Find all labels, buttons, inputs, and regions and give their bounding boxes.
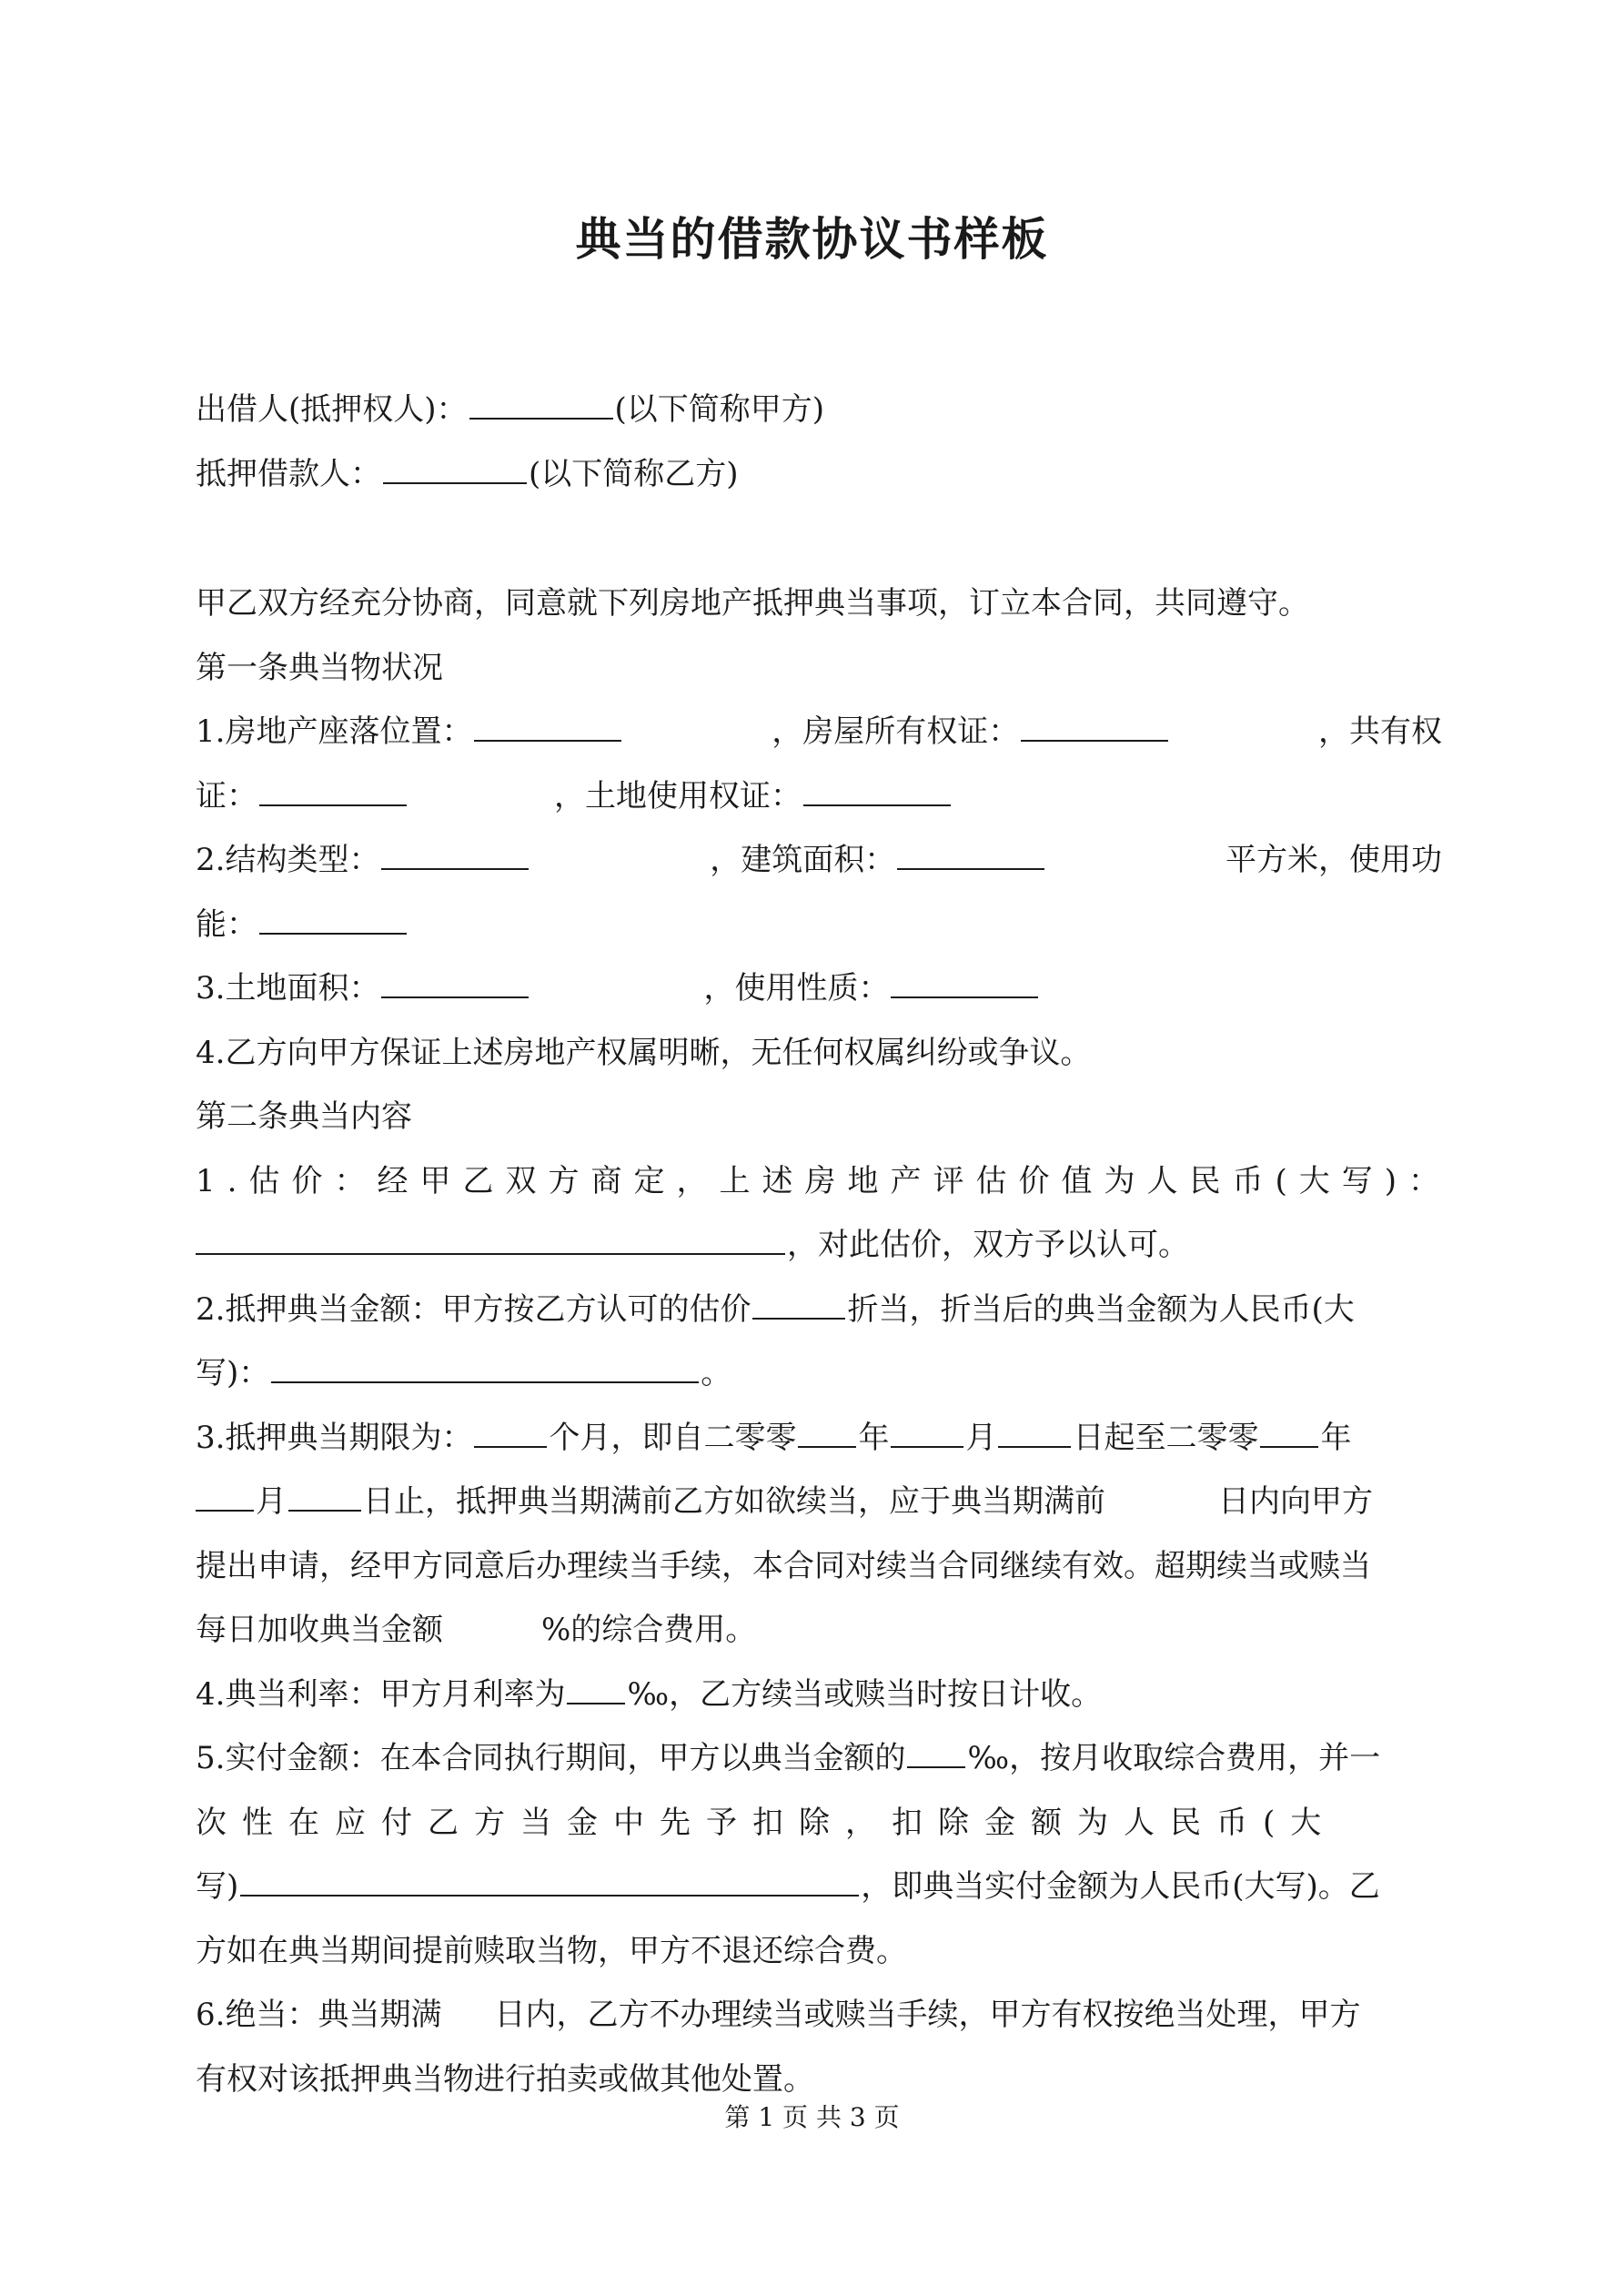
actual-amount-text: ，即典当实付金额为人民币(大写)。乙 [861, 1868, 1380, 1905]
land-cert-blank[interactable] [803, 770, 951, 806]
pledge-amount-mid: 折当，折当后的典当金额为人民币(大 [847, 1290, 1355, 1328]
article2-heading: 第二条典当内容 [196, 1098, 412, 1135]
article2-item4 [196, 1663, 1442, 1727]
borrower-label: 抵押借款人： [196, 455, 381, 492]
usage-nature-label: ，使用性质： [703, 970, 890, 1006]
interest-rate-blank[interactable] [567, 1668, 625, 1704]
daily-fee-label: 每日加收典当金额 [196, 1612, 443, 1648]
article2-item3-line2 [196, 1470, 1442, 1534]
term-label: 3.抵押典当期限为： [196, 1419, 473, 1456]
floor-area-label: ，建筑面积： [710, 842, 896, 878]
intro-paragraph: 甲乙双方经充分协商，同意就下列房地产抵押典当事项，订立本合同，共同遵守。 [196, 585, 1309, 622]
fee-rate-blank[interactable] [907, 1732, 965, 1768]
parties-section [196, 378, 1442, 506]
end-month-blank[interactable] [196, 1475, 254, 1512]
end-year-blank[interactable] [1260, 1411, 1318, 1448]
article1-item4: 4.乙方向甲方保证上述房地产权属明晰，无任何权属纠纷或争议。 [196, 1034, 1092, 1071]
borrower-suffix: (以下简称乙方) [529, 455, 739, 492]
structure-label: 2.结构类型： [196, 842, 380, 878]
borrower-blank[interactable] [383, 448, 527, 484]
actual-amount-label: 5.实付金额：在本合同执行期间，甲方以典当金额的 [196, 1740, 906, 1776]
co-ownership-label-end: 证： [196, 777, 257, 814]
borrower-line [196, 442, 1442, 507]
lender-suffix: (以下简称甲方) [614, 391, 825, 428]
co-ownership-blank[interactable] [259, 770, 407, 806]
article1-item2-line2 [196, 893, 1442, 957]
article2-item1-line1: 1.估价：经甲乙双方商定，上述房地产评估价值为人民币(大写)： [196, 1162, 1451, 1199]
land-area-blank[interactable] [381, 962, 529, 998]
term-start-label: 个月，即自二零零 [549, 1419, 797, 1456]
land-cert-label: ，土地使用权证： [554, 777, 802, 814]
start-year-unit: 年 [858, 1419, 890, 1456]
discount-blank[interactable] [752, 1283, 845, 1320]
start-month-blank[interactable] [891, 1411, 963, 1448]
pledge-amount-end: 。 [701, 1355, 732, 1391]
interest-label: 4.典当利率：甲方月利率为 [196, 1675, 566, 1713]
lender-blank[interactable] [469, 383, 613, 420]
article1-heading: 第一条典当物状况 [196, 649, 443, 686]
actual-amount-mid: ‰，按月收取综合费用，并一 [967, 1740, 1381, 1776]
article2-item3-line1 [196, 1406, 1442, 1471]
article2-item5-line2: 次性在应付乙方当金中先予扣除，扣除金额为人民币(大 [196, 1804, 1337, 1841]
contract-body [196, 571, 1451, 2111]
pledge-amount-write: 写)： [196, 1355, 270, 1391]
deduction-write: 写) [196, 1868, 239, 1905]
usage-function-label-end: 能： [196, 905, 257, 943]
co-ownership-label: ，共有权 [1317, 713, 1442, 750]
end-month-unit: 月 [256, 1483, 287, 1520]
start-day-blank[interactable] [998, 1411, 1071, 1448]
location-label: 1.房地产座落位置： [196, 713, 473, 750]
interest-suffix: ‰，乙方续当或赎当时按日计收。 [627, 1675, 1103, 1713]
article1-item2-line1 [196, 828, 1442, 893]
term-months-blank[interactable] [474, 1411, 547, 1448]
daily-fee-suffix: %的综合费用。 [541, 1612, 757, 1648]
usage-nature-blank[interactable] [891, 962, 1038, 998]
article1-item1-line2 [196, 764, 1442, 829]
page-footer: 第 1 页 共 3 页 [724, 2102, 900, 2132]
article2-item6-line2: 有权对该抵押典当物进行拍卖或做其他处置。 [196, 2060, 814, 2098]
structure-blank[interactable] [381, 834, 529, 870]
lender-line [196, 378, 1442, 442]
renewal-text: 日止，抵押典当期满前乙方如欲续当，应于典当期满前 [363, 1483, 1105, 1520]
article2-item5-line4: 方如在典当期间提前赎取当物，甲方不退还综合费。 [196, 1932, 907, 1969]
usage-function-blank[interactable] [259, 898, 407, 935]
article2-item6-line1 [196, 1983, 1442, 2048]
pledge-amount-label: 2.抵押典当金额：甲方按乙方认可的估价 [196, 1290, 751, 1328]
start-month-unit: 月 [965, 1419, 997, 1456]
lender-label: 出借人(抵押权人)： [196, 391, 468, 428]
article2-item3-line3: 提出申请，经甲方同意后办理续当手续，本合同对续当合同继续有效。超期续当或赎当 [196, 1547, 1371, 1584]
ownership-cert-label: ，房屋所有权证： [772, 713, 1020, 750]
land-area-label: 3.土地面积： [196, 970, 380, 1006]
location-blank[interactable] [474, 705, 621, 742]
article2-item5-line3 [196, 1855, 1442, 1919]
usage-function-label: 平方米，使用功 [1225, 842, 1442, 878]
valuation-suffix: ，对此估价，双方予以认可。 [787, 1227, 1189, 1263]
article2-item2-line2 [196, 1341, 1442, 1406]
document-title: 典当的借款协议书样板 [575, 212, 1049, 266]
article1-item1-line1 [196, 700, 1442, 764]
article1-item3 [196, 956, 1442, 1021]
end-day-blank[interactable] [288, 1475, 361, 1512]
article2-item2-line1 [196, 1278, 1442, 1342]
article2-item1-line2 [196, 1213, 1442, 1278]
forfeit-text: 日内，乙方不办理续当或赎当手续，甲方有权按绝当处理，甲方 [494, 1997, 1361, 2033]
end-year-unit: 年 [1320, 1419, 1352, 1456]
renewal-days-text: 日内向甲方 [1218, 1483, 1373, 1520]
deduction-blank[interactable] [240, 1860, 859, 1896]
end-label: 日起至二零零 [1073, 1419, 1259, 1456]
pledge-amount-blank[interactable] [271, 1347, 699, 1383]
forfeit-label: 6.绝当：典当期满 [196, 1997, 442, 2033]
floor-area-blank[interactable] [897, 834, 1044, 870]
article2-item5-line1 [196, 1726, 1442, 1791]
article2-item3-line4 [196, 1598, 1442, 1663]
ownership-cert-blank[interactable] [1021, 705, 1168, 742]
start-year-blank[interactable] [798, 1411, 856, 1448]
valuation-blank[interactable] [196, 1219, 785, 1255]
